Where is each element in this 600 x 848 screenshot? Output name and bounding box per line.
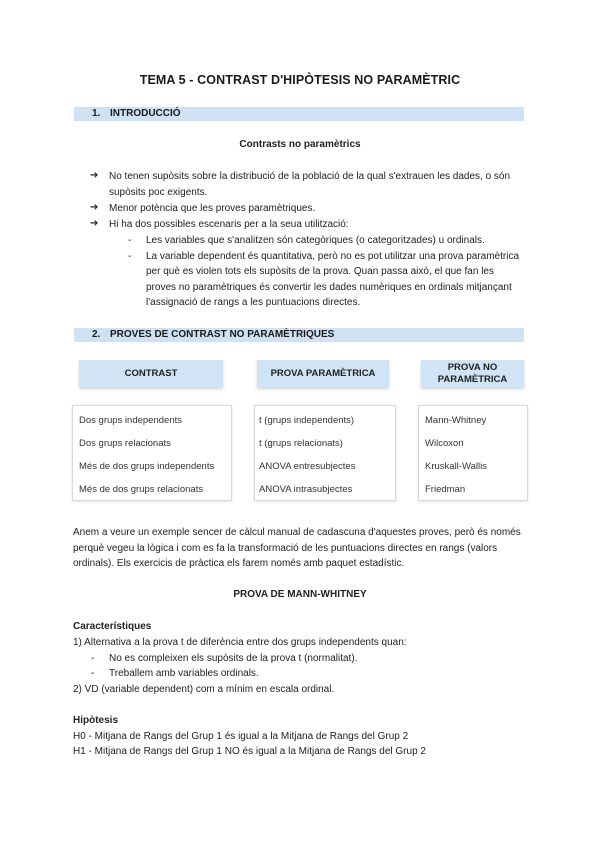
bullet-text: Menor potència que les proves paramètriques. <box>109 203 316 214</box>
table-cell: Friedman <box>425 484 466 495</box>
paragraph-line: perquè vegeu la lògica i com es fa la transformació de les puntuacions directes en rangs (valors <box>73 543 498 554</box>
table-header-nonparametric: PROVA NO PARAMÈTRICA <box>421 360 524 387</box>
section-heading-proves <box>74 328 524 342</box>
hypothesis-h1: H1 - Mitjana de Rangs del Grup 1 NO és igual a la Mitjana de Rangs del Grup 2 <box>73 746 426 757</box>
section-title: PROVES DE CONTRAST NO PARAMÈTRIQUES <box>110 329 335 340</box>
characteristics-label: Característiques <box>73 621 152 632</box>
sub-bullet-text: l'assignació de rangs a les puntuacions directes. <box>146 297 361 308</box>
bullet-text: No tenen supòsits sobre la distribució de la població de la qual s'extrauen les dades, o són <box>109 171 511 182</box>
table-cell: t (grups independents) <box>259 415 355 426</box>
table-cell: ANOVA intrasubjectes <box>259 484 353 495</box>
table-cell: Més de dos grups independents <box>79 461 215 472</box>
arrow-bullet-icon: ➔ <box>90 170 99 181</box>
dash-bullet-icon: - <box>91 653 95 664</box>
table-column-nonparametric <box>418 405 528 501</box>
mann-whitney-heading: PROVA DE MANN-WHITNEY <box>233 589 367 600</box>
section-title: INTRODUCCIÓ <box>110 108 181 119</box>
section-number: 1. <box>92 108 101 119</box>
table-cell: Dos grups relacionats <box>79 438 171 449</box>
sub-bullet-text: Les variables que s'analitzen són categòriques (o categoritzades) u ordinals. <box>146 235 485 246</box>
bullet-text: supòsits poc exigents. <box>109 187 208 198</box>
sub-bullet-text: per què es violen tots els supòsits de la prova. Quan passa això, el que fan les <box>146 266 494 277</box>
table-header-contrast: CONTRAST <box>79 360 223 387</box>
dash-bullet-icon: - <box>128 235 132 246</box>
table-header-parametric: PROVA PARAMÈTRICA <box>257 360 389 387</box>
dash-bullet-icon: - <box>128 251 132 262</box>
table-column-contrast <box>72 405 232 501</box>
bullet-text: Hi ha dos possibles escenaris per a la seua utilització: <box>109 219 349 230</box>
characteristic-line: No es compleixen els supòsits de la prova t (normalitat). <box>109 653 358 664</box>
page-title: TEMA 5 - CONTRAST D'HIPÒTESIS NO PARAMÈTRIC <box>139 73 461 87</box>
arrow-bullet-icon: ➔ <box>90 218 99 229</box>
table-cell: Més de dos grups relacionats <box>79 484 204 495</box>
sub-bullet-text: La variable dependent és quantitativa, però no es pot utilitzar una prova paramètrica <box>146 251 520 262</box>
characteristic-line: Treballem amb variables ordinals. <box>109 668 259 679</box>
section-heading-introduccio <box>74 107 524 121</box>
paragraph-line: Anem a veure un exemple sencer de càlcul manual de cadascuna d'aquestes proves, però és només <box>73 527 521 538</box>
table-column-parametric <box>254 405 396 501</box>
table-cell: Wilcoxon <box>425 438 464 449</box>
arrow-bullet-icon: ➔ <box>90 202 99 213</box>
sub-bullet-text: proves no paramètriques és convertir les dades numèriques en ordinals mitjançant <box>146 282 512 293</box>
hypotheses-label: Hipòtesis <box>73 715 119 726</box>
table-cell: t (grups relacionats) <box>259 438 343 449</box>
characteristic-line: 2) VD (variable dependent) com a mínim en escala ordinal. <box>73 684 335 695</box>
table-cell: Mann-Whitney <box>425 415 487 426</box>
paragraph-line: ordinals). Els exercicis de pràctica els farem només amb paquet estadístic. <box>73 558 405 569</box>
hypothesis-h0: H0 - Mitjana de Rangs del Grup 1 és igual a la Mitjana de Rangs del Grup 2 <box>73 731 409 742</box>
table-cell: ANOVA entresubjectes <box>259 461 356 472</box>
subtitle-contrasts: Contrasts no paramètrics <box>239 139 361 150</box>
table-cell: Kruskall-Wallis <box>425 461 487 472</box>
table-cell: Dos grups independents <box>79 415 182 426</box>
section-number: 2. <box>92 329 101 340</box>
characteristic-line: 1) Alternativa a la prova t de diferència entre dos grups independents quan: <box>73 637 407 648</box>
dash-bullet-icon: - <box>91 668 95 679</box>
